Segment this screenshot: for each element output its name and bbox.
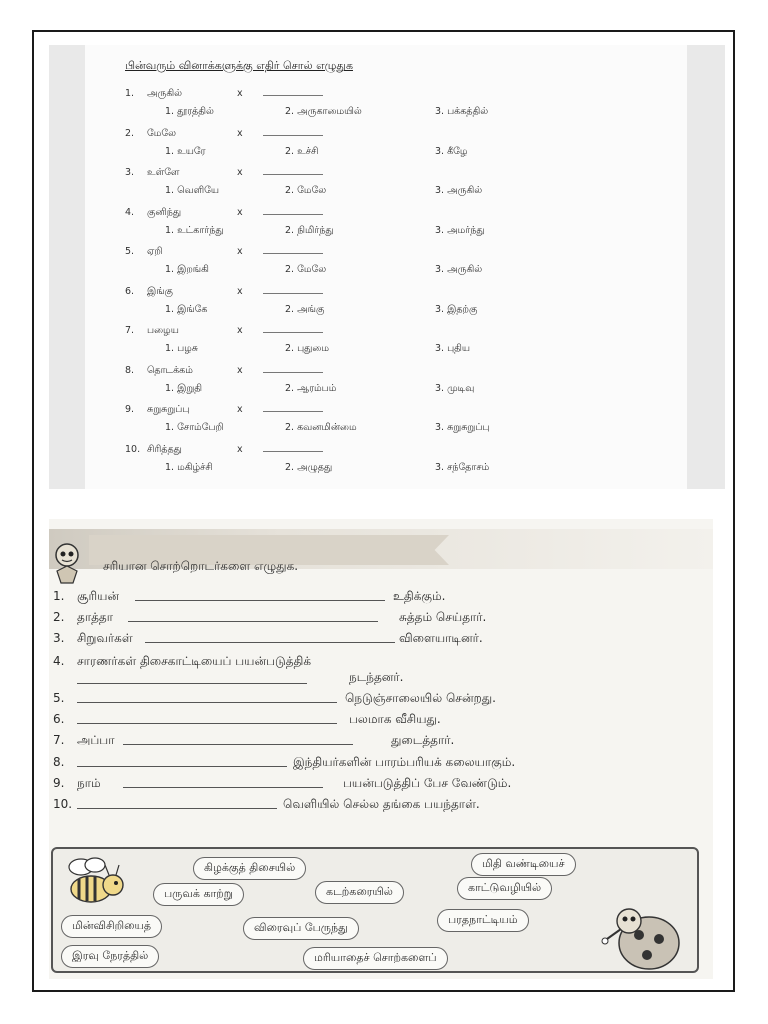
question-number: 3.	[125, 167, 135, 178]
question-mark: x	[237, 127, 243, 139]
answer-blank[interactable]	[263, 443, 323, 452]
line-number: 1.	[53, 589, 65, 603]
answer-blank[interactable]	[263, 245, 323, 254]
answer-blank[interactable]	[263, 403, 323, 412]
answer-option[interactable]: 1. இறுதி	[165, 382, 203, 394]
fill-blank-row	[53, 654, 693, 688]
word-bank-pill[interactable]: கிழக்குத் திசையில்	[193, 857, 306, 880]
question-word: அருகில்	[147, 88, 183, 99]
sentence-end: வெளியில் செல்ல தங்கை பயந்தாள்.	[283, 797, 480, 811]
question-row	[125, 127, 323, 140]
question-row	[125, 166, 323, 179]
bee-mascot-icon	[61, 855, 131, 915]
answer-option[interactable]: 3. அமர்ந்து	[435, 224, 485, 236]
sentence-end: நடந்தனர்.	[349, 670, 404, 684]
answer-blank[interactable]	[263, 324, 323, 333]
answer-option[interactable]: 2. உச்சி	[285, 145, 319, 157]
answer-option[interactable]: 1. சோம்பேறி	[165, 422, 224, 433]
answer-blank[interactable]	[263, 127, 323, 136]
question-number: 8.	[125, 364, 135, 376]
phrase-worksheet	[49, 519, 713, 979]
question-number: 1.	[125, 88, 135, 99]
answer-option[interactable]: 3. பக்கத்தில்	[435, 106, 489, 117]
answer-option[interactable]: 2. புதுமை	[285, 343, 330, 354]
answer-option[interactable]: 3. அருகில்	[435, 264, 483, 275]
answer-option[interactable]: 1. இறங்கி	[165, 264, 209, 275]
line-number: 4.	[53, 654, 65, 668]
sentence-end: பயன்படுத்திப் பேச வேண்டும்.	[343, 776, 512, 790]
sentence-start: சிறுவர்கள்	[77, 631, 133, 645]
answer-option[interactable]: 1. உட்கார்ந்து	[165, 224, 224, 236]
line-number: 3.	[53, 631, 65, 645]
answer-option[interactable]: 2. அங்கு	[285, 303, 325, 315]
question-mark: x	[237, 285, 243, 297]
question-number: 6.	[125, 285, 135, 297]
word-bank-pill[interactable]: விரைவுப் பேருந்து	[243, 917, 359, 940]
question-row	[125, 245, 323, 258]
fill-blank-row	[53, 691, 693, 707]
word-bank-pill[interactable]: மரியாதைச் சொற்களைப்	[303, 947, 448, 970]
fill-blank-row	[53, 712, 693, 728]
question-word: உள்ளே	[147, 167, 180, 178]
sentence-start: நாம்	[77, 776, 101, 790]
word-bank-pill[interactable]: கடற்கரையில்	[315, 881, 404, 904]
answer-option[interactable]: 2. கவனமின்மை	[285, 422, 357, 433]
answer-line[interactable]	[128, 610, 378, 622]
word-bank-pill[interactable]: பரதநாட்டியம்	[437, 909, 529, 932]
question-row	[125, 443, 323, 456]
answer-option[interactable]: 1. வெளியே	[165, 185, 219, 196]
sentence-start: சாரணர்கள் திசைகாட்டியைப் பயன்படுத்திக்	[77, 654, 312, 668]
fill-blank-row	[53, 733, 693, 749]
question-row	[125, 87, 323, 100]
question-row	[125, 403, 323, 416]
answer-option[interactable]: 3. சுறுசுறுப்பு	[435, 422, 490, 433]
answer-option[interactable]: 3. முடிவு	[435, 382, 475, 394]
question-word: சிரித்தது	[147, 443, 182, 455]
line-number: 2.	[53, 610, 65, 624]
fill-blank-row	[53, 797, 693, 813]
sentence-end: இந்தியர்களின் பாரம்பரியக் கலையாகும்.	[293, 755, 516, 769]
sentence-end: நெடுஞ்சாலையில் சென்றது.	[345, 691, 496, 705]
question-number: 9.	[125, 404, 135, 415]
answer-option[interactable]: 3. கீழே	[435, 145, 468, 157]
question-number: 10.	[125, 443, 141, 455]
sentence-start: அப்பா	[77, 733, 115, 747]
fill-blank-row	[53, 631, 693, 647]
answer-blank[interactable]	[263, 285, 323, 294]
line-number: 5.	[53, 691, 65, 705]
answer-option[interactable]: 3. இதற்கு	[435, 303, 478, 315]
sentence-end: துடைத்தார்.	[391, 733, 455, 747]
question-word: குனிந்து	[147, 206, 182, 218]
question-number: 2.	[125, 127, 135, 139]
question-number: 5.	[125, 246, 135, 257]
line-number: 8.	[53, 755, 65, 769]
answer-option[interactable]: 2. மேலே	[285, 185, 327, 196]
answer-option[interactable]: 3. சந்தோசம்	[435, 461, 490, 473]
answer-line[interactable]	[77, 672, 307, 684]
answer-line[interactable]	[123, 776, 323, 788]
question-mark: x	[237, 88, 243, 99]
answer-option[interactable]: 1. மகிழ்ச்சி	[165, 461, 213, 473]
antonym-worksheet-title: பின்வரும் வினாக்களுக்கு எதிர் சொல் எழுதுக	[125, 59, 353, 72]
sentence-end: உதிக்கும்.	[393, 589, 446, 603]
answer-blank[interactable]	[263, 166, 323, 175]
question-number: 4.	[125, 206, 135, 218]
line-number: 10.	[53, 797, 73, 811]
word-bank-pill[interactable]: இரவு நேரத்தில்	[61, 945, 159, 968]
question-word: தொடக்கம்	[147, 364, 193, 376]
sentence-end: பலமாக வீசியது.	[349, 712, 441, 726]
question-word: ஏறி	[147, 246, 163, 257]
answer-line[interactable]	[145, 631, 395, 643]
answer-line[interactable]	[77, 755, 287, 767]
answer-option[interactable]: 3. அருகில்	[435, 185, 483, 196]
question-number: 7.	[125, 325, 135, 336]
question-mark: x	[237, 325, 243, 336]
answer-line[interactable]	[123, 733, 353, 745]
answer-option[interactable]: 2. ஆரம்பம்	[285, 382, 337, 394]
sentence-end: விளையாடினர்.	[399, 631, 483, 645]
fill-blank-row	[53, 610, 693, 626]
question-mark: x	[237, 246, 243, 257]
question-word: மேலே	[147, 127, 177, 139]
word-bank	[51, 847, 699, 973]
answer-line[interactable]	[77, 712, 337, 724]
answer-blank[interactable]	[263, 87, 323, 96]
answer-blank[interactable]	[263, 364, 323, 373]
answer-option[interactable]: 1. பழசு	[165, 343, 198, 354]
antonym-worksheet	[49, 45, 725, 489]
question-mark: x	[237, 364, 243, 376]
line-number: 6.	[53, 712, 65, 726]
ladybug-mascot-icon	[599, 899, 685, 975]
answer-line[interactable]	[135, 589, 385, 601]
fill-blank-row	[53, 776, 693, 792]
answer-option[interactable]: 2. அழுதது	[285, 461, 333, 473]
answer-option[interactable]: 1. தூரத்தில்	[165, 106, 214, 117]
sentence-end: சுத்தம் செய்தார்.	[399, 610, 487, 624]
answer-option[interactable]: 2. மேலே	[285, 264, 327, 275]
question-row	[125, 285, 323, 298]
answer-option[interactable]: 2. அருகாமையில்	[285, 106, 362, 117]
answer-line[interactable]	[77, 797, 277, 809]
question-mark: x	[237, 404, 243, 415]
question-word: சுறுசுறுப்பு	[147, 404, 190, 415]
line-number: 9.	[53, 776, 65, 790]
word-bank-pill[interactable]: காட்டுவழியில்	[457, 877, 552, 900]
question-mark: x	[237, 206, 243, 218]
answer-option[interactable]: 1. உயரே	[165, 145, 206, 157]
word-bank-pill[interactable]: பருவக் காற்று	[153, 883, 244, 906]
answer-option[interactable]: 2. நிமிர்ந்து	[285, 224, 334, 236]
line-number: 7.	[53, 733, 65, 747]
answer-option[interactable]: 3. புதிய	[435, 343, 471, 354]
answer-option[interactable]: 1. இங்கே	[165, 303, 208, 315]
question-word: இங்கு	[147, 285, 173, 297]
answer-blank[interactable]	[263, 206, 323, 215]
antonym-worksheet-paper	[85, 45, 687, 489]
word-bank-pill[interactable]: மின்விசிறியைத்	[61, 915, 162, 938]
question-row	[125, 206, 323, 219]
question-row	[125, 324, 323, 337]
question-word: பழைய	[147, 325, 179, 336]
word-bank-pill[interactable]: மிதி வண்டியைச்	[471, 853, 576, 876]
fill-blank-row	[53, 755, 693, 771]
sentence-start: தாத்தா	[77, 610, 113, 624]
answer-line[interactable]	[77, 691, 337, 703]
fill-blank-row	[53, 589, 693, 605]
question-mark: x	[237, 167, 243, 178]
page-frame	[32, 30, 735, 992]
sentence-start: சூரியன்	[77, 589, 120, 603]
thinking-character-icon	[49, 541, 85, 585]
question-row	[125, 364, 323, 377]
phrase-worksheet-title: சரியான சொற்றொடர்களை எழுதுக.	[103, 559, 299, 573]
question-mark: x	[237, 443, 243, 455]
